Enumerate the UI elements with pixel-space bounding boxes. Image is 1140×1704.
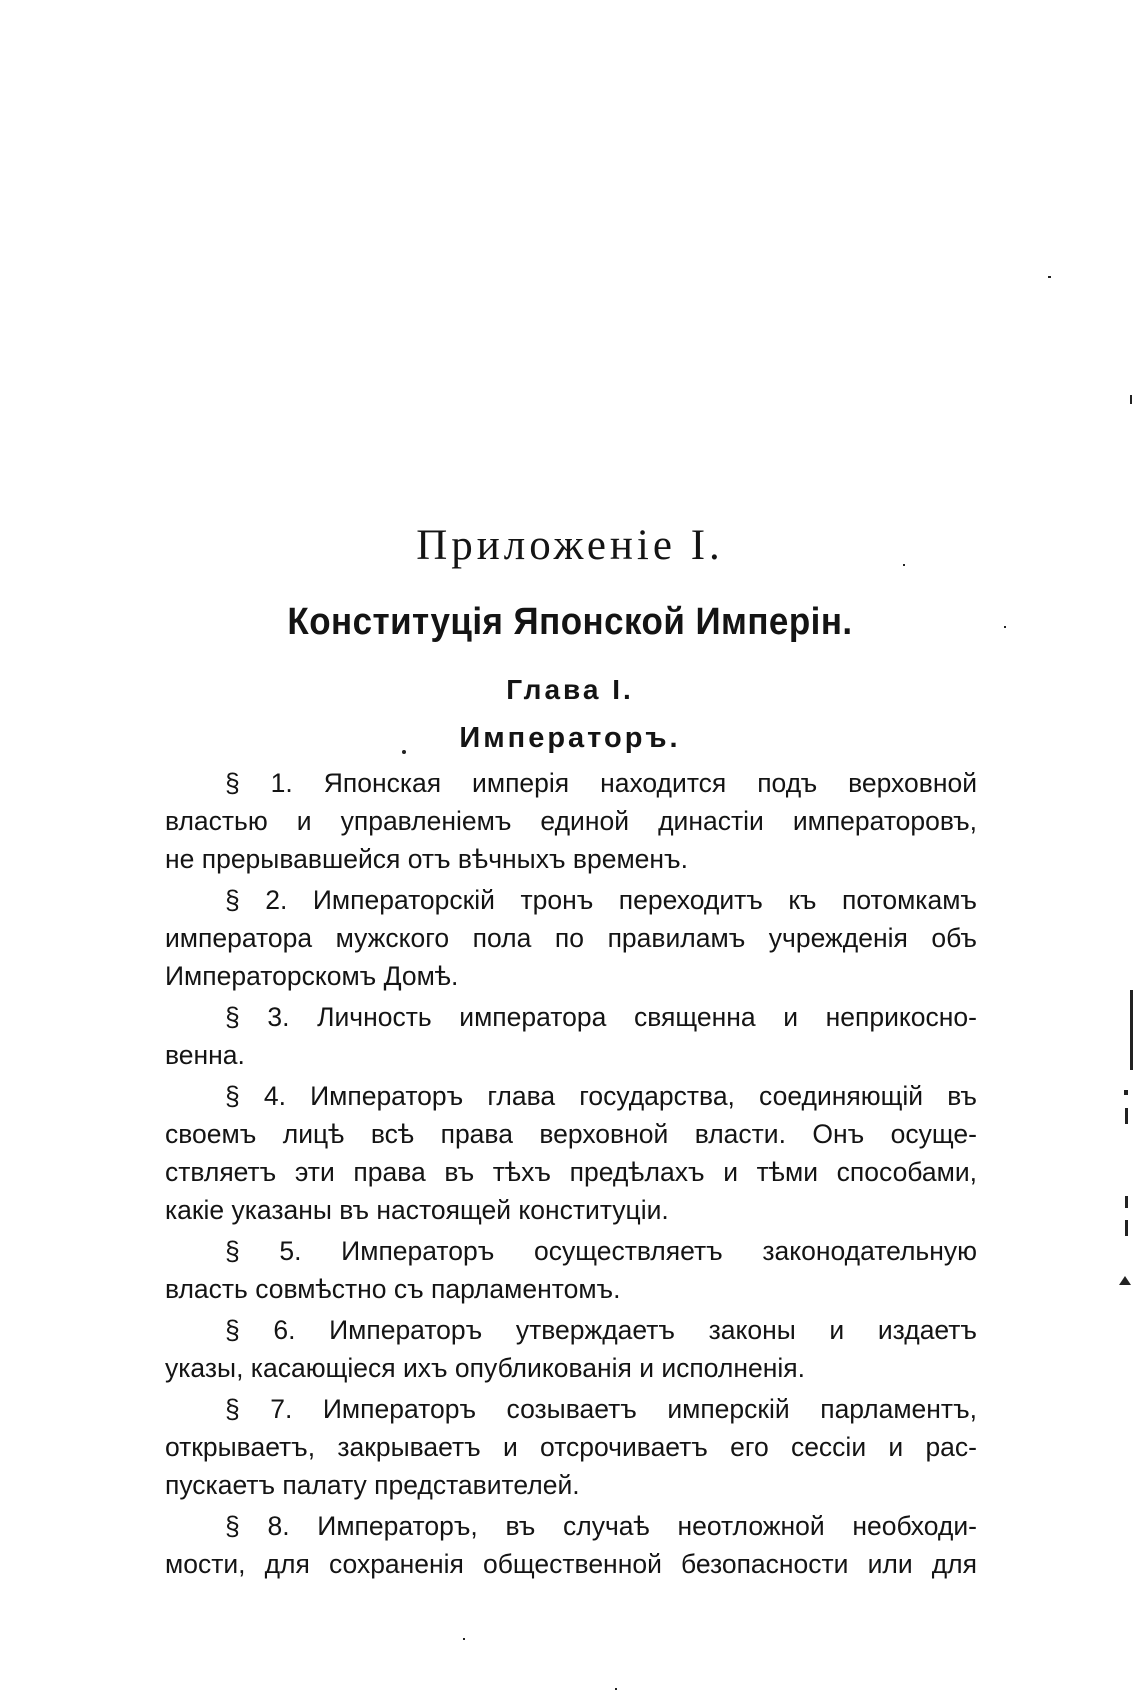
text-line: Императорскомъ Домѣ. — [165, 961, 459, 991]
scan-speck — [903, 564, 905, 566]
scan-speck — [1119, 1276, 1131, 1285]
scan-speck — [463, 1638, 465, 1640]
scan-speck — [1124, 1090, 1128, 1095]
scan-speck — [1048, 276, 1051, 278]
article-paragraph — [165, 1077, 977, 1229]
text-line: власть совмѣстно съ парламентомъ. — [165, 1274, 621, 1304]
scan-speck — [615, 1688, 617, 1690]
text-line: открываетъ, закрываетъ и отсрочиваетъ его сессіи и рас- — [165, 1432, 977, 1462]
text-line: § 5. Императоръ осуществляетъ законодательную — [225, 1236, 977, 1266]
text-line: § 3. Личность императора священна и неприкосно- — [225, 1002, 977, 1032]
text-line: властью и управленіемъ единой династіи императоровъ, — [165, 806, 977, 836]
text-line: § 6. Императоръ утверждаетъ законы и издаетъ — [225, 1315, 977, 1345]
chapter-name: Императоръ. — [459, 722, 681, 754]
article-paragraph — [165, 881, 977, 995]
text-line: венна. — [165, 1040, 245, 1070]
text-line: § 7. Императоръ созываетъ имперскій парламентъ, — [225, 1394, 977, 1424]
scan-speck — [1125, 1196, 1128, 1208]
scan-speck — [1125, 1220, 1128, 1236]
document-title: Конституція Японской Имперін. — [287, 601, 853, 643]
article-paragraph — [165, 764, 977, 878]
article-paragraph — [165, 1311, 977, 1387]
text-line: какіе указаны въ настоящей конституціи. — [165, 1195, 669, 1225]
article-paragraph — [165, 1390, 977, 1504]
article-body — [165, 764, 977, 1586]
scan-speck — [1130, 395, 1132, 404]
text-line: ствляетъ эти права въ тѣхъ предѣлахъ и тѣми способами, — [165, 1157, 977, 1187]
scan-speck — [1125, 1108, 1128, 1124]
text-line: императора мужского пола по правиламъ учрежденія объ — [165, 923, 977, 953]
text-line: § 1. Японская имперія находится подъ верховной — [225, 768, 977, 798]
text-line: § 2. Императорскій тронъ переходитъ къ потомкамъ — [225, 885, 977, 915]
article-paragraph — [165, 1232, 977, 1308]
text-line: пускаетъ палату представителей. — [165, 1470, 580, 1500]
text-line: § 4. Императоръ глава государства, соединяющій въ — [225, 1081, 977, 1111]
text-line: § 8. Императоръ, въ случаѣ неотложной необходи- — [225, 1511, 977, 1541]
text-line: своемъ лицѣ всѣ права верховной власти. Онъ осуще- — [165, 1119, 977, 1149]
article-paragraph — [165, 998, 977, 1074]
appendix-title: Приложеніе I. — [416, 522, 724, 569]
scan-speck — [1130, 990, 1133, 1070]
text-line: мости, для сохраненія общественной безопасности или для — [165, 1549, 977, 1579]
text-line: не прерывавшейся отъ вѣчныхъ временъ. — [165, 844, 688, 874]
chapter-label: Глава I. — [506, 674, 634, 705]
text-line: указы, касающіеся ихъ опубликованія и исполненія. — [165, 1353, 805, 1383]
article-paragraph — [165, 1507, 977, 1583]
scan-speck — [1004, 626, 1006, 628]
scan-speck — [402, 750, 406, 754]
